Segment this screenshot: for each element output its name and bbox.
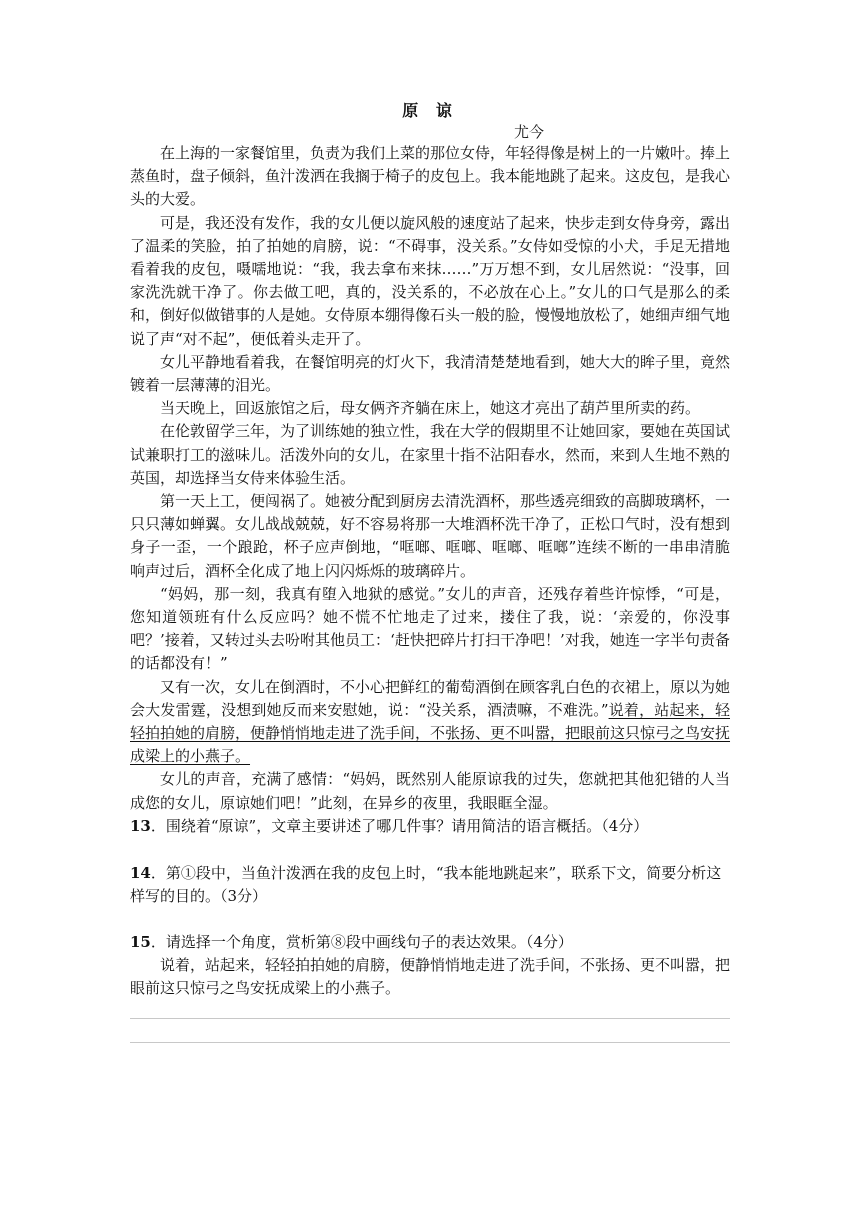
paragraph-4: 当天晚上，回返旅馆之后，母女俩齐齐躺在床上，她这才亮出了葫芦里所卖的药。 [160, 399, 701, 418]
paragraph-6: 第一天上工，便闯祸了。她被分配到厨房去清洗酒杯，那些透亮细致的高脚玻璃杯，一只只薄如蝉翼。女儿战战兢兢，好不容易将那一大堆酒杯洗干净了，正松口气时，没有想到身子一歪，一个踉跄，杯子应声倒地，“哐啷、哐啷、哐啷、哐啷”连续不断的一串串清脆响声过后，酒杯全化成了地上闪闪烁烁的玻璃碎片。 [130, 492, 731, 580]
paragraph-5: 在伦敦留学三年，为了训练她的独立性，我在大学的假期里不让她回家，要她在英国试试兼职打工的滋味儿。活泼外向的女儿，在家里十指不沾阳春水，然而，来到人生地不熟的英国，却选择当女侍来体验生活。 [130, 422, 731, 487]
paragraph-7: “妈妈，那一刻，我真有堕入地狱的感觉。”女儿的声音，还残存着些许惊悸，“可是，您知道领班有什么反应吗？她不慌不忙地走了过来，搂住了我，说：‘亲爱的，你没事吧？’接着，又转过头去吩咐其他员工：‘赶快把碎片打扫干净吧！’对我，她连一字半句责备的话都没有！” [130, 584, 730, 673]
answer-space-13 [130, 838, 730, 862]
article-author: 尤今 [514, 123, 545, 141]
question-15-quote: 说着，站起来，轻轻拍拍她的肩膀，便静悄悄地走进了洗手间，不张扬、更不叫嚣，把眼前这只惊弓之鸟安抚成梁上的小燕子。 [130, 955, 731, 997]
paragraph-3: 女儿平静地看着我，在餐馆明亮的灯火下，我清清楚楚地看到，她大大的眸子里，竟然镀着一层薄薄的泪光。 [130, 352, 731, 395]
question-13-text: ．围绕着“原谅”，文章主要讲述了哪几件事？请用简洁的语言概括。（4分） [150, 816, 649, 835]
question-14-number: 14 [130, 864, 151, 883]
paragraph-8-text: 又有一次，女儿在倒酒时，不小心把鲜红的葡萄酒倒在顾客乳白色的衣裙上，原以为她会大发雷霆，没想到她反而来安慰她，说：“没关系，酒渍嘛，不难洗。” [130, 677, 731, 719]
question-14-text: ．第①段中，当鱼汁泼洒在我的皮包上时，“我本能地跳起来”，联系下文，简要分析这样写的目的。（3分） [130, 864, 722, 906]
answer-space-14 [130, 909, 730, 931]
question-15-text: ．请选择一个角度，赏析第⑧段中画线句子的表达效果。（4分） [150, 932, 573, 951]
paragraph-1: 在上海的一家餐馆里，负责为我们上菜的那位女侍，年轻得像是树上的一片嫩叶。捧上蒸鱼时，盘子倾斜，鱼汁泼洒在我搁于椅子的皮包上。我本能地跳了起来。这皮包，是我心头的大爱。 [130, 144, 731, 209]
article-title: 原 谅 [402, 101, 458, 120]
paragraph-9: 女儿的声音，充满了感情：“妈妈，既然别人能原谅我的过失，您就把其他犯错的人当成您的女儿，原谅她们吧！”此刻，在异乡的夜里，我眼眶全湿。 [130, 770, 730, 812]
document-page [130, 100, 730, 1043]
question-13-number: 13 [130, 816, 151, 835]
question-15 [130, 931, 730, 954]
paragraph-2: 可是，我还没有发作，我的女儿便以旋风般的速度站了起来，快步走到女侍身旁，露出了温柔的笑脸，拍了拍她的肩膀，说：“不碍事，没关系。”女侍如受惊的小犬，手足无措地看着我的皮包，嗫嚅地说：“我，我去拿布来抹……”万万想不到，女儿居然说：“没事，回家洗洗就干净了。你去做工吧，真的，没关系的，不必放在心上。”女儿的口气是那么的柔和，倒好似做错事的人是她。女侍原本绷得像石头一般的脸，慢慢地放松了，她细声细气地说了声“对不起”，便低着头走开了。 [130, 213, 731, 348]
question-13 [130, 815, 730, 838]
paragraph-8 [130, 676, 730, 769]
underlined-sentence: 说着，站起来，轻轻拍拍她的肩膀，便静悄悄地走进了洗手间，不张扬、更不叫嚣，把眼前这只惊弓之鸟安抚成梁上的小燕子。 [130, 700, 731, 766]
answer-line-2 [130, 1042, 730, 1043]
question-14 [130, 862, 730, 908]
question-15-number: 15 [130, 932, 151, 951]
